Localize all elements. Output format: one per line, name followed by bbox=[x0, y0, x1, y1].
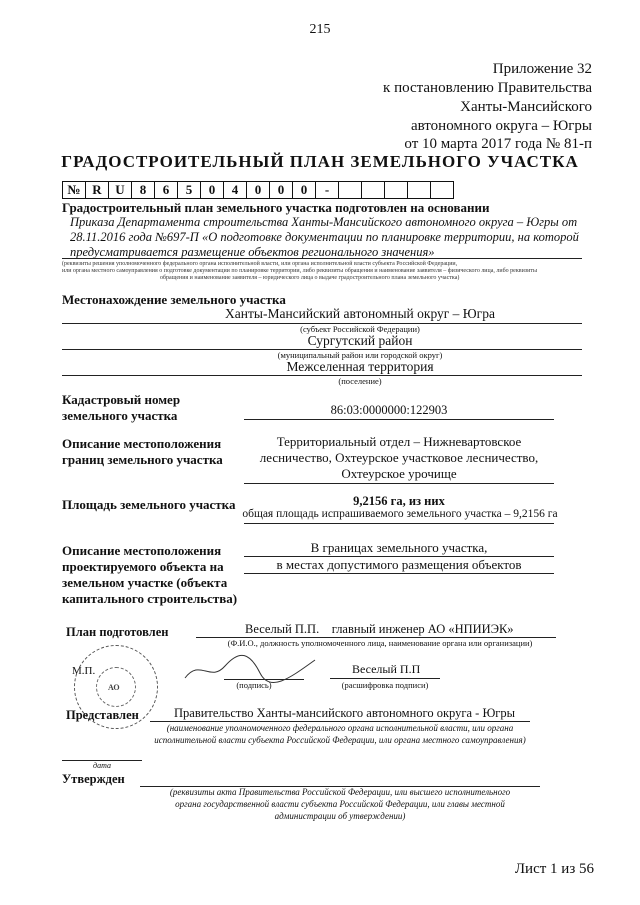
mp-label: М.П. bbox=[72, 665, 96, 677]
plan-number-cell: 4 bbox=[224, 182, 247, 199]
approved-label: Утвержден bbox=[62, 772, 125, 786]
plan-number-cell: - bbox=[316, 182, 339, 199]
presented-value: Правительство Ханты-мансийского автономного округа - Югры bbox=[174, 706, 516, 720]
basis-note: обращения и наименование заявителя – юридического лица о выдаче градостроительного плана земельного участка) bbox=[160, 275, 460, 281]
basis-text-line: Приказа Департамента строительства Ханты-Мансийского автономного округа – Югры от bbox=[70, 215, 578, 229]
basis-text-line: 28.11.2016 года №697-П «О подготовке документации по планировке территории, на которой bbox=[70, 230, 579, 244]
page-number: 215 bbox=[309, 22, 331, 37]
approved-caption: (реквизиты акта Правительства Российской Федерации, или высшего исполнительного bbox=[169, 787, 511, 797]
prepared-caption: (Ф.И.О., должность уполномоченного лица, наименование органа или организации) bbox=[227, 638, 533, 648]
area-detail: общая площадь испрашиваемого земельного участка – 9,2156 га bbox=[242, 508, 558, 520]
settlement-caption: (поселение) bbox=[338, 376, 382, 386]
boundaries-underline bbox=[244, 483, 554, 484]
decoding-underline bbox=[330, 678, 440, 679]
appendix-line: Приложение 32 bbox=[492, 61, 592, 77]
appendix-line: к постановлению Правительства bbox=[383, 80, 592, 96]
object-value-line: В границах земельного участка, bbox=[310, 540, 488, 555]
basis-note: (реквизиты решения уполномоченного федерального органа исполнительной власти, или органа исполнительной власти субъекта Российской Федерации, bbox=[62, 261, 458, 267]
plan-number-cell bbox=[339, 182, 362, 199]
location-subject: Ханты-Мансийский автономный округ – Югра bbox=[225, 306, 495, 321]
boundaries-value-line: Охтеурское урочище bbox=[341, 466, 457, 481]
plan-number-cell: 0 bbox=[247, 182, 270, 199]
approved-caption: органа государственной власти субъекта Российской Федерации, или главы местной bbox=[175, 799, 505, 809]
cadastral-label: Кадастровый номер земельного участка bbox=[62, 392, 181, 423]
presented-label: Представлен bbox=[66, 708, 139, 722]
cadastral-underline bbox=[244, 419, 554, 420]
date-caption: дата bbox=[93, 761, 111, 770]
area-value: 9,2156 га, из них bbox=[353, 494, 445, 508]
area-underline bbox=[244, 523, 554, 524]
plan-number-cell: 8 bbox=[132, 182, 155, 199]
object-label: Описание местоположения проектируемого объекта на земельном участке (объекта капитального строительства) bbox=[62, 543, 238, 606]
location-settlement: Межселенная территория bbox=[286, 359, 434, 374]
plan-number-cell bbox=[362, 182, 385, 199]
basis-text-line: предусматривается размещение объектов регионального значения» bbox=[70, 245, 435, 259]
plan-number-cell: U bbox=[109, 182, 132, 199]
plan-number-cell bbox=[385, 182, 408, 199]
basis-underline bbox=[62, 258, 582, 259]
basis-heading: Градостроительный план земельного участка подготовлен на основании bbox=[62, 200, 490, 215]
stamp-text: АО bbox=[108, 683, 120, 692]
sheet-counter: Лист 1 из 56 bbox=[514, 861, 594, 877]
plan-number-sign-cell: № bbox=[63, 182, 86, 199]
presented-caption: исполнительной власти субъекта Российской Федерации, или органа местного самоуправления) bbox=[154, 735, 526, 745]
object-value-line: в местах допустимого размещения объектов bbox=[276, 557, 522, 572]
boundaries-label: Описание местоположения границ земельного участка bbox=[62, 436, 223, 467]
plan-number-cell bbox=[431, 182, 454, 199]
object-underline bbox=[244, 556, 554, 557]
plan-number-cell: 0 bbox=[293, 182, 316, 199]
presented-underline bbox=[150, 721, 530, 722]
plan-number-cell: 0 bbox=[201, 182, 224, 199]
prepared-value: Веселый П.П. главный инженер АО «НПИИЭК» bbox=[245, 622, 514, 636]
area-label: Площадь земельного участка bbox=[62, 497, 236, 512]
presented-caption: (наименование уполномоченного федерального органа исполнительной власти, или органа bbox=[166, 723, 514, 733]
plan-number-cell: 5 bbox=[178, 182, 201, 199]
subject-caption: (субъект Российской Федерации) bbox=[300, 324, 420, 334]
location-district: Сургутский район bbox=[307, 333, 413, 348]
appendix-line: от 10 марта 2017 года № 81-п bbox=[404, 136, 592, 152]
location-heading: Местонахождение земельного участка bbox=[62, 292, 286, 307]
approved-caption: администрации об утверждении) bbox=[274, 811, 406, 821]
decoding-value: Веселый П.П bbox=[352, 662, 421, 676]
signature-scribble bbox=[180, 648, 320, 688]
document-title: ГРАДОСТРОИТЕЛЬНЫЙ ПЛАН ЗЕМЕЛЬНОГО УЧАСТКА bbox=[61, 152, 579, 171]
boundaries-value-line: лесничество, Охтеурское участковое лесничество, bbox=[259, 450, 539, 465]
plan-number-cell: 0 bbox=[270, 182, 293, 199]
appendix-line: автономного округа – Югры bbox=[410, 118, 592, 134]
plan-number-cell: 6 bbox=[155, 182, 178, 199]
appendix-line: Ханты-Мансийского bbox=[460, 99, 592, 115]
cadastral-number: 86:03:0000000:122903 bbox=[330, 403, 448, 417]
basis-note: или органа местного самоуправления о подготовке документации по планировке территории, либо реквизиты обращения и наименование заявителя – физического лица, либо реквизиты bbox=[62, 268, 538, 274]
plan-number-table bbox=[62, 181, 454, 199]
plan-number-cell: R bbox=[86, 182, 109, 199]
boundaries-value-line: Территориальный отдел – Нижневартовское bbox=[276, 434, 522, 449]
signature-caption: (подпись) bbox=[236, 680, 272, 690]
decoding-caption: (расшифровка подписи) bbox=[341, 680, 429, 690]
object-underline bbox=[244, 573, 554, 574]
plan-number-cell bbox=[408, 182, 431, 199]
prepared-label: План подготовлен bbox=[66, 625, 169, 639]
district-caption: (муниципальный район или городской округ) bbox=[277, 350, 443, 360]
